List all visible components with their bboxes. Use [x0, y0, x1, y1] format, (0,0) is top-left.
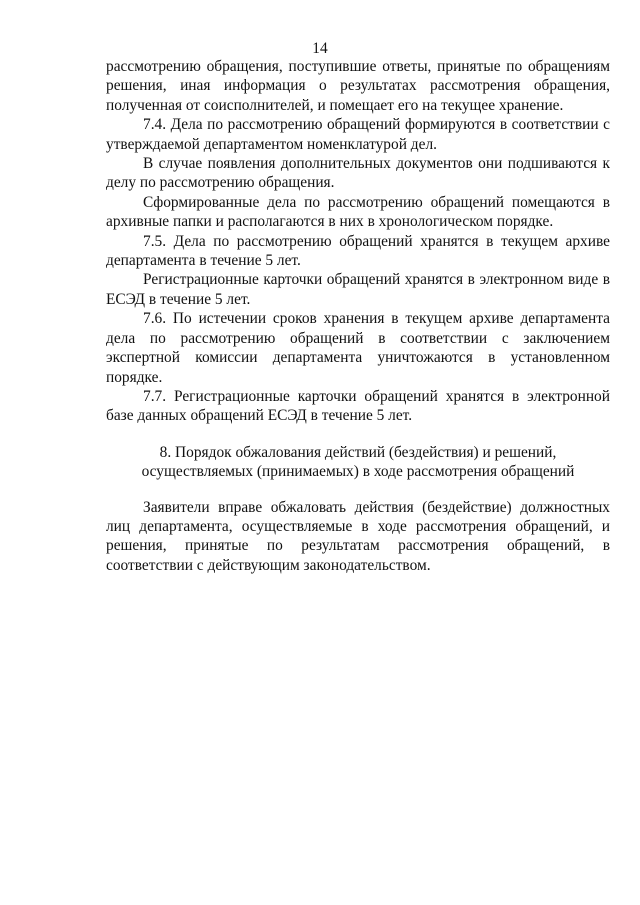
paragraph: 7.7. Регистрационные карточки обращений хранятся в электронной базе данных обращений ЕСЭД в течение 5 лет. — [106, 387, 610, 425]
paragraph: Сформированные дела по рассмотрению обращений помещаются в архивные папки и располагаются в них в хронологическом порядке. — [106, 193, 610, 231]
paragraph: рассмотрению обращения, поступившие ответы, принятые по обращениям решения, иная информация о результатах рассмотрения обращения, полученная от соисполнителей, и помещает его на текущее хранение. — [106, 58, 610, 114]
bottom-paragraphs — [106, 498, 610, 576]
section-heading-line-2: осуществляемых (принимаемых) в ходе рассмотрения обращений — [141, 463, 575, 481]
document-body — [106, 57, 610, 575]
paragraph: 7.4. Дела по рассмотрению обращений формируются в соответствии с утверждаемой департаментом номенклатурой дел. — [106, 116, 610, 153]
section-heading — [106, 443, 610, 482]
paragraph: 7.6. По истечении сроков хранения в текущем архиве департамента дела по рассмотрению обращений в соответствии с заключением экспертной комиссии департамента уничтожаются в установленном порядке. — [106, 310, 610, 386]
top-paragraphs — [106, 57, 610, 426]
page-number: 14 — [312, 40, 328, 57]
paragraph: 7.5. Дела по рассмотрению обращений хранятся в текущем архиве департамента в течение 5 лет. — [106, 232, 610, 270]
section-heading-line-1: 8. Порядок обжалования действий (бездействия) и решений, — [159, 443, 557, 461]
paragraph: В случае появления дополнительных документов они подшиваются к делу по рассмотрению обращения. — [106, 155, 610, 192]
paragraph: Регистрационные карточки обращений хранятся в электронном виде в ЕСЭД в течение 5 лет. — [106, 271, 610, 308]
paragraph: Заявители вправе обжаловать действия (бездействие) должностных лиц департамента, осуществляемые в ходе рассмотрения обращений, и решения, принятые по результатам рассмотрения обращений, в соответствии с действующим законодательством. — [106, 498, 610, 574]
